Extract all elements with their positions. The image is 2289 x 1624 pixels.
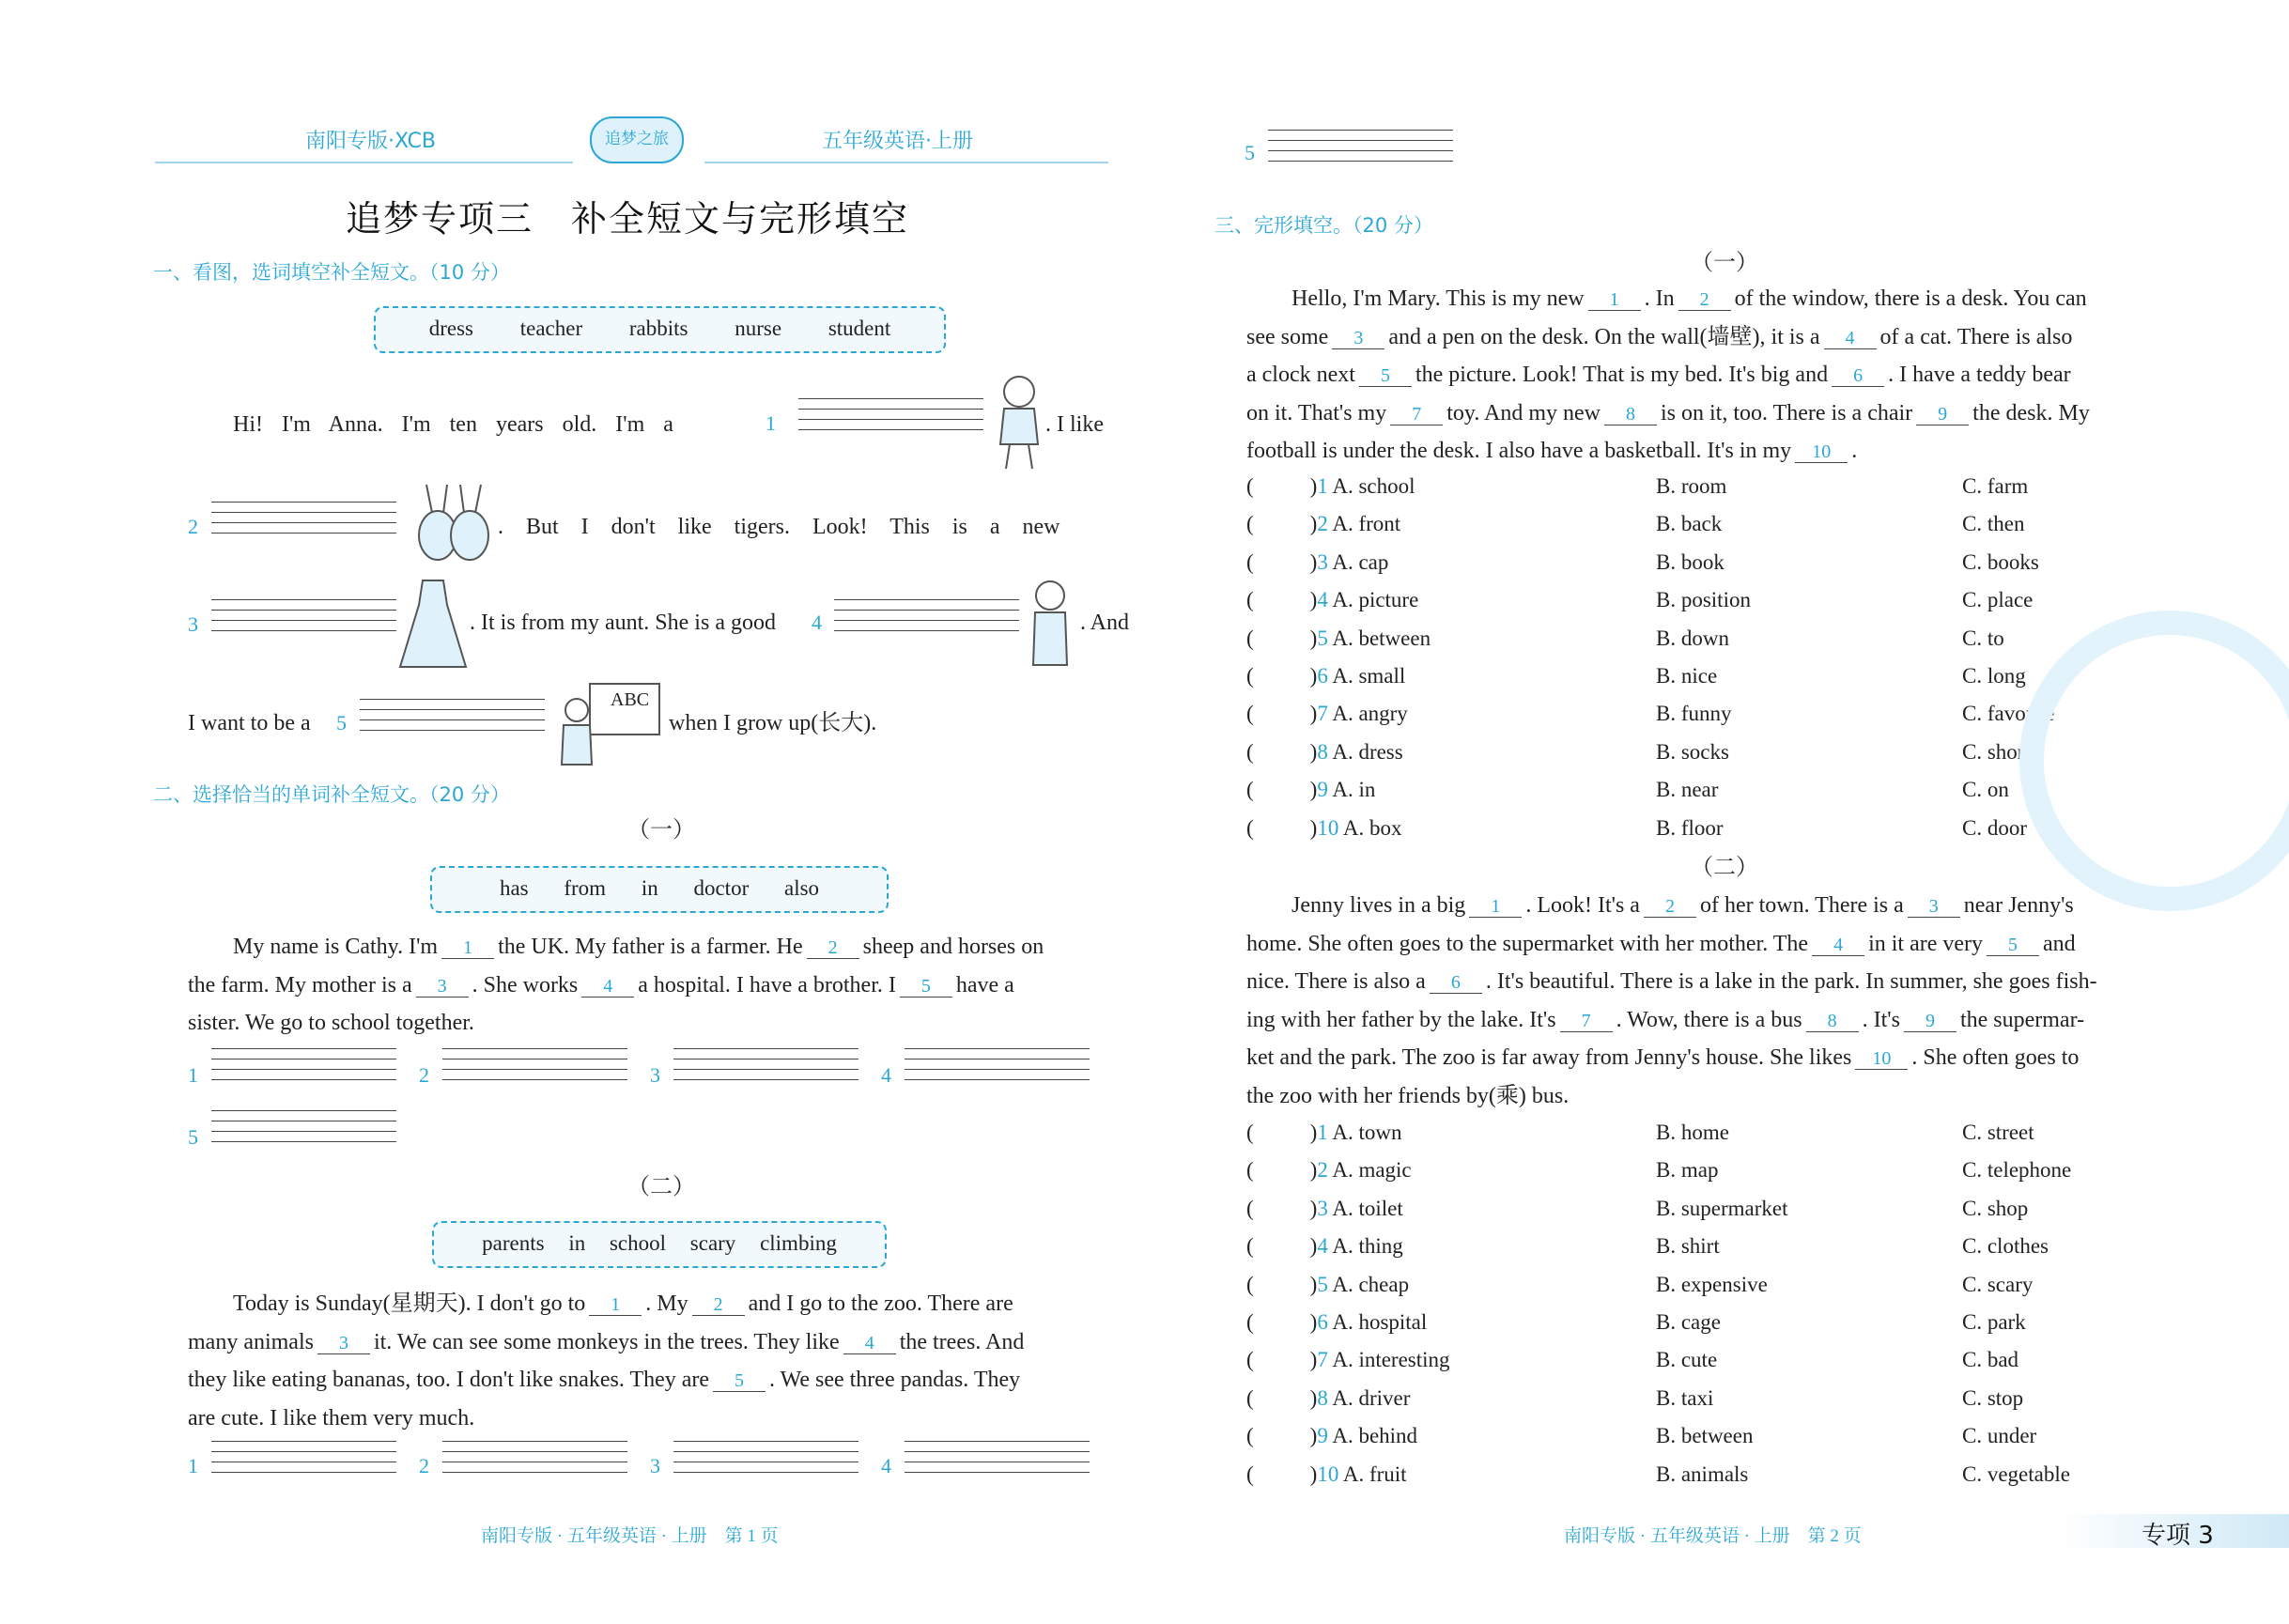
option-a: A. between <box>1332 626 1431 650</box>
paren-close: ) <box>1309 1158 1318 1183</box>
part2-heading: 二、选择恰当的单词补全短文。（20 分） <box>153 783 510 806</box>
part1-heading: 一、看图，选词填空补全短文。（10 分） <box>153 261 510 284</box>
blank: 6 <box>1832 365 1884 387</box>
text: ing with her father by the lake. It's <box>1246 1007 1556 1032</box>
p1-line1a: Hi! I'm Anna. I'm ten years old. I'm a <box>233 412 673 437</box>
option-c: C. stop <box>1962 1385 2024 1410</box>
word: teacher <box>519 317 583 340</box>
text: My name is Cathy. I'm <box>233 935 439 959</box>
option-num: 9 <box>1317 778 1328 802</box>
paren-close: ) <box>1309 664 1318 688</box>
paren-open: ( <box>1246 815 1254 840</box>
paren-open: ( <box>1246 474 1254 498</box>
text: . It's beautiful. There is a lake in the park. In summer, she goes fish- <box>1485 969 2097 994</box>
blank: 3 <box>1908 896 1960 918</box>
option-b: B. socks <box>1656 739 1729 764</box>
option-num: 2 <box>1317 512 1328 536</box>
blank: 5 <box>713 1370 766 1392</box>
option-num: 3 <box>1317 549 1328 574</box>
option-b: B. supermarket <box>1656 1196 1788 1220</box>
option-a: A. school <box>1332 474 1415 498</box>
word: student <box>827 317 891 340</box>
text: the supermar- <box>1959 1007 2085 1032</box>
option-b: B. position <box>1656 588 1751 612</box>
word: dress <box>428 317 473 340</box>
option-c: C. bad <box>1962 1348 2019 1372</box>
paren-open: ( <box>1246 1462 1254 1486</box>
paren-close: ) <box>1309 1348 1318 1372</box>
option-a: A. front <box>1332 512 1401 536</box>
option-row[interactable] <box>1246 583 2186 617</box>
option-num: 8 <box>1317 739 1328 764</box>
word: has <box>499 876 529 900</box>
blank: 2 <box>1644 896 1696 918</box>
option-b: B. back <box>1656 512 1723 536</box>
option-a: A. driver <box>1332 1385 1411 1410</box>
paren-close: ) <box>1309 588 1318 612</box>
blank: 9 <box>1916 404 1969 425</box>
paren-open: ( <box>1246 1234 1254 1259</box>
option-num: 6 <box>1317 1310 1328 1334</box>
num: 4 <box>881 1454 891 1477</box>
num: 3 <box>188 612 198 636</box>
passage-3-2 <box>1246 887 2186 1115</box>
word: in <box>641 876 658 900</box>
footer-right: 南阳专版 · 五年级英语 · 上册 第 2 页 <box>1564 1526 1862 1546</box>
blank: 5 <box>900 976 952 998</box>
paren-open: ( <box>1246 739 1254 764</box>
option-c: C. park <box>1962 1310 2026 1334</box>
text: a hospital. I have a brother. I <box>638 972 896 998</box>
option-num: 3 <box>1317 1196 1328 1220</box>
option-num: 2 <box>1317 1158 1328 1183</box>
text: Hello, I'm Mary. This is my new <box>1291 286 1585 311</box>
word: also <box>783 876 820 900</box>
answer-lines[interactable] <box>905 1441 1090 1486</box>
text: the farm. My mother is a <box>188 972 412 998</box>
dress-icon <box>396 577 470 671</box>
text: are cute. I like them very much. <box>188 1405 475 1431</box>
option-a: A. magic <box>1332 1158 1412 1183</box>
num: 4 <box>812 611 822 634</box>
answer-lines[interactable] <box>211 502 396 547</box>
word: from <box>564 876 607 900</box>
option-row[interactable] <box>1246 470 2186 503</box>
answer-lines[interactable] <box>673 1441 858 1486</box>
word-box-2 <box>430 866 889 913</box>
passage-3-1 <box>1246 280 2186 471</box>
text: near Jenny's <box>1963 893 2074 918</box>
text: toy. And my new <box>1446 400 1601 425</box>
blank: 10 <box>1855 1048 1908 1070</box>
part2-sub1: （一） <box>627 818 695 843</box>
word: school <box>609 1231 667 1255</box>
paren-close: ) <box>1309 474 1318 498</box>
text: they like eating bananas, too. I don't like snakes. They are <box>188 1368 710 1392</box>
answer-lines[interactable] <box>211 1441 396 1486</box>
option-num: 10 <box>1317 1462 1339 1486</box>
num: 4 <box>881 1063 891 1087</box>
blank: 5 <box>1359 365 1412 387</box>
text: the desk. My <box>1972 400 2090 425</box>
num: 2 <box>419 1063 429 1087</box>
option-a: A. toilet <box>1332 1196 1403 1220</box>
text: the picture. Look! That is my bed. It's big and <box>1415 363 1829 387</box>
passage-2-2 <box>188 1285 1127 1437</box>
paren-close: ) <box>1309 626 1318 650</box>
paren-open: ( <box>1246 1310 1254 1334</box>
p1-line3b: . And <box>1080 611 1130 635</box>
header-left: 南阳专版·XCB <box>305 130 436 153</box>
text: . <box>1851 439 1858 463</box>
text: and <box>2043 931 2076 956</box>
option-b: B. expensive <box>1656 1272 1768 1296</box>
option-b: B. down <box>1656 626 1729 650</box>
teacher-icon <box>552 682 661 766</box>
option-num: 5 <box>1317 626 1328 650</box>
text: . Wow, there is a bus <box>1616 1007 1802 1032</box>
option-c: C. to <box>1962 626 2004 650</box>
option-c: C. scary <box>1962 1272 2034 1296</box>
paren-open: ( <box>1246 702 1254 726</box>
paren-close: ) <box>1309 1424 1318 1448</box>
option-num: 5 <box>1317 1272 1328 1296</box>
text: Jenny lives in a big <box>1291 893 1466 918</box>
option-b: B. book <box>1656 549 1724 574</box>
option-b: B. room <box>1656 474 1727 498</box>
word: doctor <box>693 876 750 900</box>
option-a: A. small <box>1332 664 1406 688</box>
option-row[interactable] <box>1246 546 2186 580</box>
p1-line4a: I want to be a <box>188 711 311 735</box>
blank: 10 <box>1795 441 1848 463</box>
text: the zoo with her friends by(乘) bus. <box>1246 1083 1570 1108</box>
option-c: C. door <box>1962 815 2027 840</box>
option-row[interactable] <box>1246 1382 2186 1415</box>
blank: 6 <box>1430 972 1482 994</box>
option-row[interactable] <box>1246 1343 2186 1377</box>
option-row[interactable] <box>1246 622 2186 656</box>
text: on it. That's my <box>1246 400 1387 425</box>
blank: 8 <box>1604 404 1657 425</box>
option-num: 4 <box>1317 1234 1328 1259</box>
option-c: C. street <box>1962 1121 2034 1144</box>
answer-lines[interactable] <box>442 1441 627 1486</box>
paren-close: ) <box>1309 1196 1318 1220</box>
word-box-1 <box>374 306 946 353</box>
option-num: 4 <box>1317 588 1328 612</box>
footer-left: 南阳专版 · 五年级英语 · 上册 第 1 页 <box>481 1526 779 1546</box>
blank: 1 <box>1469 896 1522 918</box>
text: ket and the park. The zoo is far away from Jenny's house. She likes <box>1246 1045 1852 1070</box>
text: . In <box>1644 286 1675 311</box>
answer-lines[interactable] <box>442 1048 627 1093</box>
paren-close: ) <box>1309 778 1318 802</box>
paren-close: ) <box>1309 549 1318 574</box>
option-c: C. place <box>1962 588 2034 612</box>
word: scary <box>689 1231 736 1255</box>
text: of her town. There is a <box>1699 893 1904 918</box>
answer-lines[interactable] <box>798 398 983 443</box>
option-row[interactable] <box>1246 1268 2186 1302</box>
paren-open: ( <box>1246 1348 1254 1372</box>
blank: 2 <box>807 937 859 959</box>
passage-2-1 <box>188 928 1127 1043</box>
text: of the window, there is a desk. You can <box>1734 286 2087 311</box>
option-c: C. under <box>1962 1424 2037 1448</box>
paren-close: ) <box>1309 1121 1318 1144</box>
option-c: C. books <box>1962 549 2039 574</box>
option-c: C. favorite <box>1962 702 2055 726</box>
paren-open: ( <box>1246 549 1254 574</box>
paren-open: ( <box>1246 588 1254 612</box>
option-b: B. map <box>1656 1158 1719 1183</box>
paren-close: ) <box>1309 1385 1318 1410</box>
num: 5 <box>1245 141 1255 164</box>
option-b: B. cute <box>1656 1348 1718 1372</box>
header-rule-right <box>704 162 1108 163</box>
text: of a cat. There is also <box>1879 324 2073 349</box>
word: parents <box>482 1231 545 1255</box>
option-num: 7 <box>1317 702 1328 726</box>
option-b: B. taxi <box>1656 1385 1714 1410</box>
option-row[interactable] <box>1246 1458 2186 1492</box>
blank: 3 <box>317 1333 370 1354</box>
paren-open: ( <box>1246 1272 1254 1296</box>
option-c: C. shorts <box>1962 739 2039 764</box>
text: . She often goes to <box>1911 1045 2080 1070</box>
watermark-circle <box>2019 611 2289 911</box>
word: rabbits <box>628 317 688 340</box>
option-a: A. in <box>1332 778 1376 802</box>
text: Today is Sunday(星期天). I don't go to <box>233 1291 586 1316</box>
option-num: 8 <box>1317 1385 1328 1410</box>
text: . We see three pandas. They <box>769 1368 1021 1392</box>
option-a: A. town <box>1332 1121 1402 1144</box>
num: 1 <box>188 1454 198 1477</box>
num: 1 <box>188 1063 198 1087</box>
blank: 4 <box>1824 328 1877 349</box>
blank: 7 <box>1560 1011 1613 1032</box>
option-c: C. then <box>1962 512 2025 536</box>
blank: 2 <box>692 1294 745 1316</box>
option-c: C. farm <box>1962 474 2029 498</box>
option-b: B. animals <box>1656 1462 1749 1486</box>
blank: 4 <box>581 976 634 998</box>
num: 3 <box>650 1063 660 1087</box>
answer-lines[interactable] <box>905 1048 1090 1093</box>
header-right: 五年级英语·上册 <box>822 130 973 153</box>
blank: 1 <box>441 937 494 959</box>
blank: 2 <box>1678 289 1731 311</box>
p1-line2: . But I don't like tigers. Look! This is a new <box>498 515 1060 539</box>
part3-heading: 三、完形填空。（20 分） <box>1214 214 1433 237</box>
option-a: A. box <box>1342 815 1402 840</box>
text: sister. We go to school together. <box>188 1011 474 1035</box>
text: see some <box>1246 324 1329 349</box>
num: 5 <box>188 1125 198 1149</box>
paren-close: ) <box>1309 815 1318 840</box>
option-a: A. dress <box>1332 739 1403 764</box>
paren-open: ( <box>1246 778 1254 802</box>
text: and a pen on the desk. On the wall(墙壁), it is a <box>1388 324 1820 349</box>
text: in it are very <box>1868 931 1984 956</box>
text: and I go to the zoo. There are <box>748 1291 1013 1316</box>
paren-open: ( <box>1246 1385 1254 1410</box>
paren-close: ) <box>1309 739 1318 764</box>
paren-open: ( <box>1246 1196 1254 1220</box>
header-rule-left <box>155 162 573 163</box>
blank: 7 <box>1390 404 1443 425</box>
option-num: 1 <box>1317 474 1328 498</box>
option-row[interactable] <box>1246 1116 2186 1150</box>
option-row[interactable] <box>1246 1306 2186 1339</box>
option-num: 6 <box>1317 664 1328 688</box>
num: 3 <box>650 1454 660 1477</box>
text: sheep and horses on <box>862 935 1044 959</box>
answer-lines[interactable] <box>673 1048 858 1093</box>
paren-open: ( <box>1246 512 1254 536</box>
paren-open: ( <box>1246 664 1254 688</box>
option-b: B. near <box>1656 778 1719 802</box>
rabbits-icon <box>410 479 496 567</box>
paren-open: ( <box>1246 626 1254 650</box>
option-b: B. between <box>1656 1424 1754 1448</box>
option-b: B. cage <box>1656 1310 1721 1334</box>
option-c: C. telephone <box>1962 1158 2072 1183</box>
option-b: B. funny <box>1656 702 1732 726</box>
text: . My <box>645 1291 688 1316</box>
paren-close: ) <box>1309 1272 1318 1296</box>
option-b: B. home <box>1656 1121 1729 1144</box>
footer-tag: 专项 3 <box>2142 1522 2214 1550</box>
text: nice. There is also a <box>1246 969 1426 994</box>
answer-lines[interactable] <box>211 1110 396 1155</box>
option-a: A. interesting <box>1332 1348 1450 1372</box>
blank: 9 <box>1904 1011 1956 1032</box>
option-num: 10 <box>1317 815 1339 840</box>
option-c: C. shop <box>1962 1196 2029 1220</box>
option-row[interactable] <box>1246 507 2186 541</box>
option-num: 1 <box>1317 1121 1328 1144</box>
paren-open: ( <box>1246 1424 1254 1448</box>
option-a: A. angry <box>1332 702 1408 726</box>
option-c: C. vegetable <box>1962 1462 2070 1486</box>
part2-sub2: （二） <box>627 1175 695 1199</box>
option-row[interactable] <box>1246 1192 2186 1226</box>
word: in <box>568 1231 586 1255</box>
option-a: A. hospital <box>1332 1310 1428 1334</box>
paren-close: ) <box>1309 1234 1318 1259</box>
option-b: B. floor <box>1656 815 1724 840</box>
num: 5 <box>336 711 347 735</box>
word-box-3 <box>432 1221 887 1268</box>
p1-line4b: when I grow up(长大). <box>669 711 877 735</box>
option-row[interactable] <box>1246 1419 2186 1453</box>
option-a: A. picture <box>1332 588 1419 612</box>
nurse-icon <box>1024 575 1076 669</box>
num: 1 <box>766 411 776 435</box>
option-c: C. on <box>1962 778 2009 802</box>
paren-close: ) <box>1309 702 1318 726</box>
text: home. She often goes to the supermarket with her mother. The <box>1246 931 1809 956</box>
abc-text: ABC <box>611 689 650 710</box>
option-num: 9 <box>1317 1424 1328 1448</box>
blank: 4 <box>1812 935 1864 956</box>
text: the trees. And <box>899 1329 1025 1354</box>
word: climbing <box>760 1231 837 1255</box>
answer-lines[interactable] <box>360 699 545 744</box>
text: many animals <box>188 1329 314 1354</box>
blank: 1 <box>589 1294 642 1316</box>
text: a clock next <box>1246 363 1355 387</box>
text: . Look! It's a <box>1525 893 1640 918</box>
word: nurse <box>735 317 782 340</box>
option-a: A. fruit <box>1342 1462 1407 1486</box>
blank: 3 <box>416 976 469 998</box>
p1-line3a: . It is from my aunt. She is a good <box>470 611 776 635</box>
text: the UK. My father is a farmer. He <box>498 935 803 959</box>
text: have a <box>955 972 1014 998</box>
blank: 8 <box>1806 1011 1859 1032</box>
answer-lines[interactable] <box>211 599 396 644</box>
answer-lines[interactable] <box>1268 130 1453 175</box>
option-num: 7 <box>1317 1348 1328 1372</box>
page-title: 追梦专项三 补全短文与完形填空 <box>346 198 910 240</box>
p1-line1b: . I like <box>1045 412 1104 437</box>
option-a: A. thing <box>1332 1234 1403 1259</box>
paren-close: ) <box>1309 512 1318 536</box>
option-row[interactable] <box>1246 1230 2186 1263</box>
option-b: B. nice <box>1656 664 1718 688</box>
blank: 4 <box>843 1333 896 1354</box>
part3-sub1: （一） <box>1691 251 1758 275</box>
paren-close: ) <box>1309 1310 1318 1334</box>
text: is on it, too. There is a chair <box>1661 400 1913 425</box>
option-c: C. clothes <box>1962 1234 2049 1259</box>
answer-lines[interactable] <box>211 1048 396 1093</box>
option-a: A. cap <box>1332 549 1389 574</box>
blank: 1 <box>1588 289 1641 311</box>
num: 2 <box>188 515 198 538</box>
logo-badge: 追梦之旅 <box>590 116 684 163</box>
option-a: A. cheap <box>1332 1272 1410 1296</box>
part3-sub2: （二） <box>1691 856 1758 880</box>
text: . She works <box>472 972 579 998</box>
option-c: C. long <box>1962 664 2026 688</box>
text: . It's <box>1862 1007 1900 1032</box>
num: 2 <box>419 1454 429 1477</box>
option-a: A. behind <box>1332 1424 1418 1448</box>
blank: 5 <box>1987 935 2039 956</box>
paren-open: ( <box>1246 1158 1254 1183</box>
girl-student-icon <box>993 371 1045 472</box>
text: it. We can see some monkeys in the trees. They like <box>373 1329 840 1354</box>
option-b: B. shirt <box>1656 1234 1720 1259</box>
paren-open: ( <box>1246 1121 1254 1144</box>
text: football is under the desk. I also have a basketball. It's in my <box>1246 439 1792 463</box>
paren-close: ) <box>1309 1462 1318 1486</box>
text: . I have a teddy bear <box>1888 363 2071 387</box>
answer-lines[interactable] <box>834 599 1019 644</box>
option-row[interactable] <box>1246 1153 2186 1187</box>
blank: 3 <box>1332 328 1384 349</box>
